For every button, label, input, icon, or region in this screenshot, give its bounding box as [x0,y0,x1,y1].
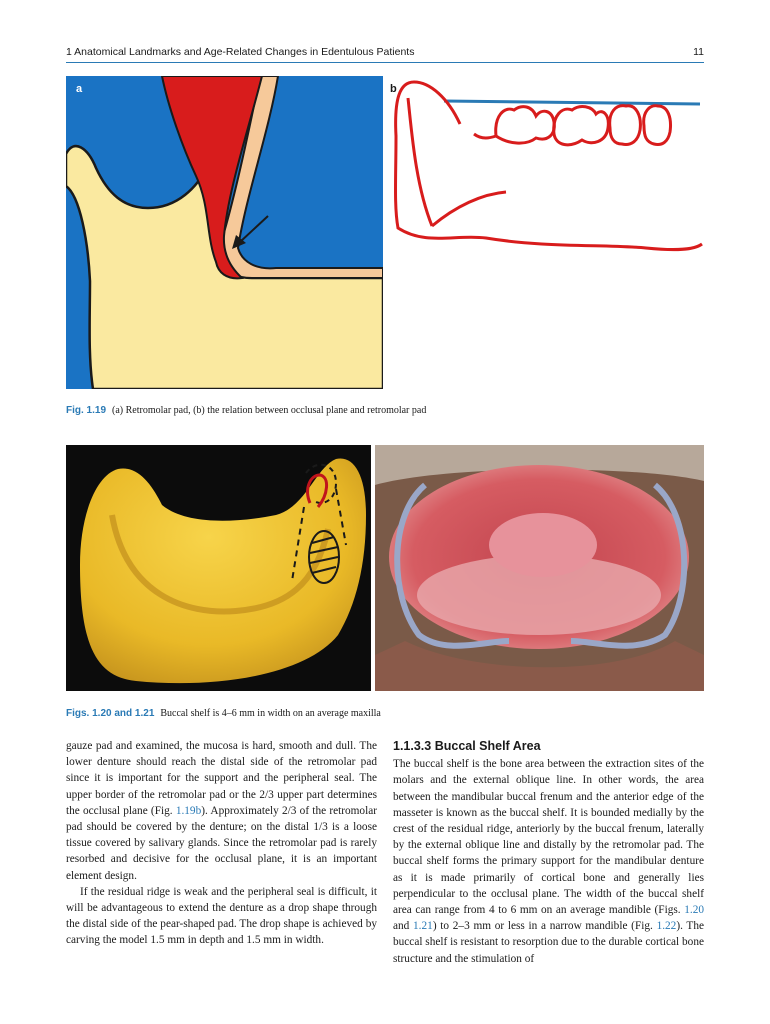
figure-1-19a-retromolar-pad-diagram [66,76,383,389]
fig-1-21-link[interactable]: 1.21 [413,920,433,933]
tongue [489,513,597,577]
panel-b-label: b [390,83,397,95]
right-text-column [393,738,704,967]
running-header [66,44,704,64]
chapter-title: 1 Anatomical Landmarks and Age-Related Changes in Edentulous Patients [66,46,415,58]
photo-mandibular-cast [66,445,371,691]
figures-1-20-1-21-number: Figs. 1.20 and 1.21 [66,708,155,719]
page-number: 11 [693,46,704,58]
figure-1-19-caption [66,405,426,417]
left-text-column [66,738,377,949]
figure-1-19b-occlusal-plane-drawing [386,76,704,276]
occlusal-plane-line [444,101,700,104]
figures-1-20-1-21-caption [66,708,381,720]
premolar-tooth-2 [644,106,671,145]
fig-1-22-link[interactable]: 1.22 [656,920,677,933]
section-heading-buccal-shelf: 1.1.3.3 Buccal Shelf Area [393,739,541,753]
figure-1-19-caption-text: (a) Retromolar pad, (b) the relation between occlusal plane and retromolar pad [112,405,427,416]
premolar-tooth-1 [610,106,641,145]
fig-1-19b-link[interactable]: 1.19b [175,804,202,817]
right-paragraph-1: The buccal shelf is the bone area between the extraction sites of the molars and the external oblique line. In other words, the area between the mandibular buccal frenum and the anterior edge of the masseter is known as the buccal shelf. It is bounded medially by the crest of the residual ridge, anteriorly by the buccal frenum, laterally by the external oblique line and distally by the retromolar pad. The buccal shelf forms the primary support for the mandibular denture as it is made primarily of cortical bone and generally lies perpendicular to the occlusal plane. The width of the buccal shelf area can range from 4 to 6 mm on an average mandible (Figs. 1.20 and 1.21) to 2–3 mm or less in a narrow mandible (Fig. 1.22). The buccal shelf is resistant to resorption due to the durable cortical bone structure and the stimulation of [393,758,705,965]
left-paragraph-2: If the residual ridge is weak and the peripheral seal is difficult, it will be advantageous to extend the denture as a drop shape through the distal side of the pear-shaped pad. The drop shape is achieved by carving the model 1.5 mm in depth and 1.5 mm in width. [66,885,377,947]
left-paragraph-1: gauze pad and examined, the mucosa is hard, smooth and dull. The lower denture should reach the distal side of the retromolar pad since it is important for the support and the peripheral seal. The upper border of the retromolar pad or the 2/3 upper part determines the occlusal plane (Fig. 1.19b). Approximately 2/3 of the retromolar pad should be covered by the denture; on the distal 1/3 is a loose tissue covered by salivary glands. Since the retromolar pad is rarely resorbed and decisive for the occlusal plane, it is an important element design. [66,740,377,882]
photo-edentulous-mouth [375,445,704,691]
fig-1-20-link[interactable]: 1.20 [684,904,704,917]
figures-1-20-1-21-caption-text: Buccal shelf is 4–6 mm in width on an average maxilla [160,708,381,719]
molar-tooth-2 [554,107,609,145]
figure-1-19-number: Fig. 1.19 [66,405,107,416]
panel-a-label: a [76,83,83,95]
molar-tooth-1 [496,107,555,143]
header-rule [66,62,704,63]
gum-line [474,134,496,138]
